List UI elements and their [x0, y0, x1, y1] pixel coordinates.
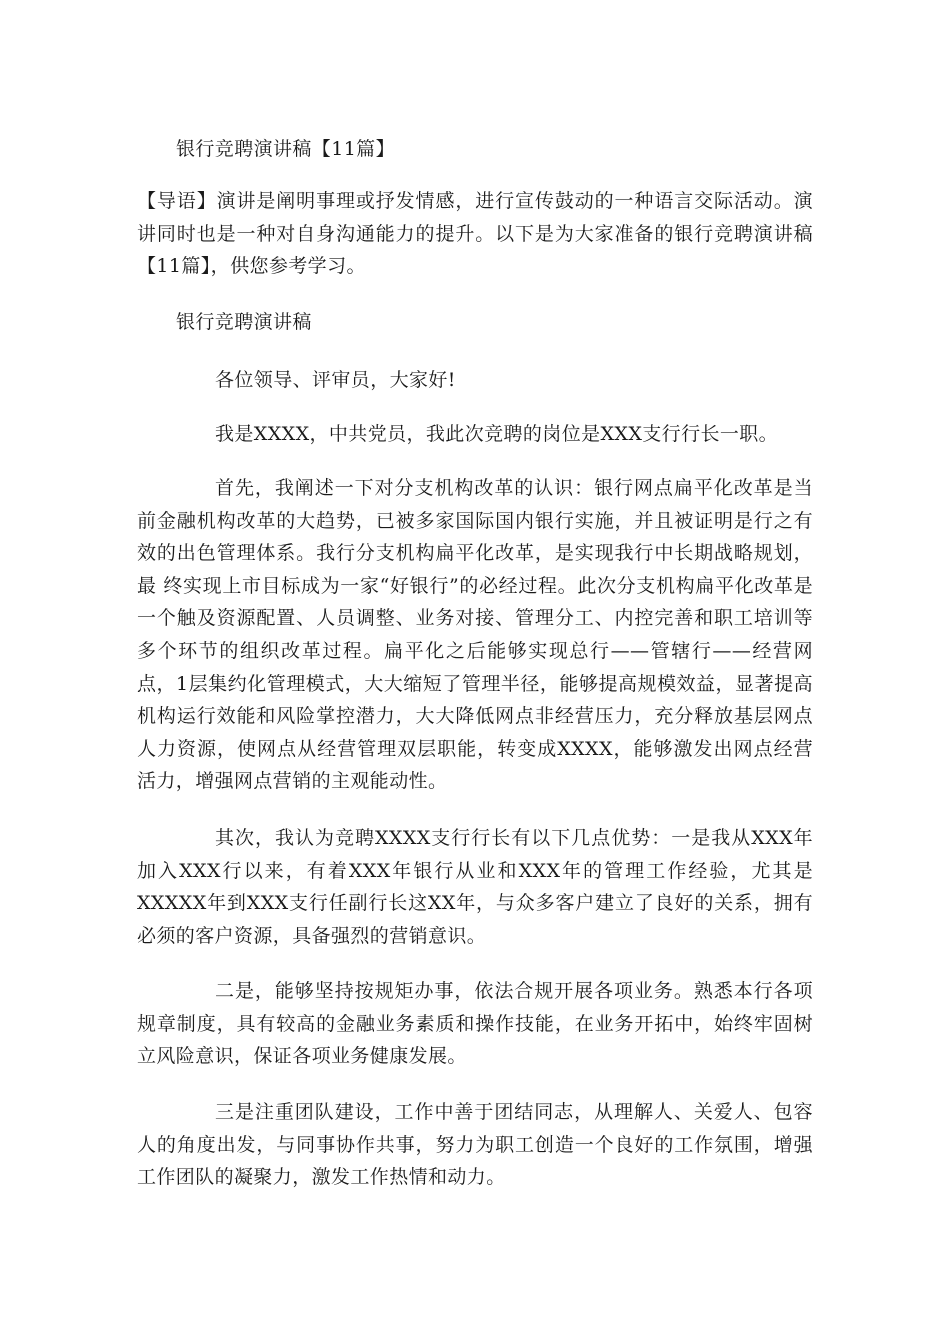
self-intro-line: 我是XXXX，中共党员，我此次竞聘的岗位是XXX支行行长一职。 — [215, 423, 779, 445]
intro-paragraph: 【导语】演讲是阐明事理或抒发情感，进行宣传鼓动的一种语言交际活动。演讲同时也是一种对自身沟通能力的提升。以下是为大家准备的银行竞聘演讲稿【11篇】，供您参考学习。 — [137, 190, 813, 278]
body-paragraph-compliance: 二是，能够坚持按规矩办事，依法合规开展各项业务。熟悉本行各项规章制度，具有较高的金融业务素质和操作技能，在业务开拓中，始终牢固树立风险意识，保证各项业务健康发展。 — [137, 980, 813, 1068]
body-paragraph-reform: 首先，我阐述一下对分支机构改革的认识：银行网点扁平化改革是当前金融机构改革的大趋势，已被多家国际国内银行实施，并且被证明是行之有效的出色管理体系。我行分支机构扁平化改革，是实现我行中长期战略规划，最 终实现上市目标成为一家“好银行”的必经过程。此次分支机构扁平化改革是一个触及资源配置、人员调整、业务对接、管理分工、内控完善和职工培训等多个环节的组织改革过程。扁平化之后能够实现总行——管辖行——经营网点，1层集约化管理模式，大大缩短了管理半径，能够提高规模效益，显著提高机构运行效能和风险掌控潜力，大大降低网点非经营压力，充分释放基层网点人力资源，使网点从经营管理双层职能，转变成XXXX，能够激发出网点经营活力，增强网点营销的主观能动性。 — [137, 477, 813, 793]
greeting-line: 各位领导、评审员，大家好! — [215, 369, 456, 391]
document-title: 银行竞聘演讲稿【11篇】 — [176, 138, 395, 160]
section-heading: 银行竞聘演讲稿 — [176, 311, 312, 333]
body-paragraph-advantages: 其次，我认为竞聘XXXX支行行长有以下几点优势：一是我从XXX年加入XXX行以来，有着XXX年银行从业和XXX年的管理工作经验，尤其是XXXXX年到XXX支行任副行长这XX年，与众多客户建立了良好的关系，拥有必须的客户资源，具备强烈的营销意识。 — [137, 827, 813, 947]
body-paragraph-teamwork: 三是注重团队建设，工作中善于团结同志，从理解人、关爱人、包容人的角度出发，与同事协作共事，努力为职工创造一个良好的工作氛围，增强工作团队的凝聚力，激发工作热情和动力。 — [137, 1101, 813, 1189]
